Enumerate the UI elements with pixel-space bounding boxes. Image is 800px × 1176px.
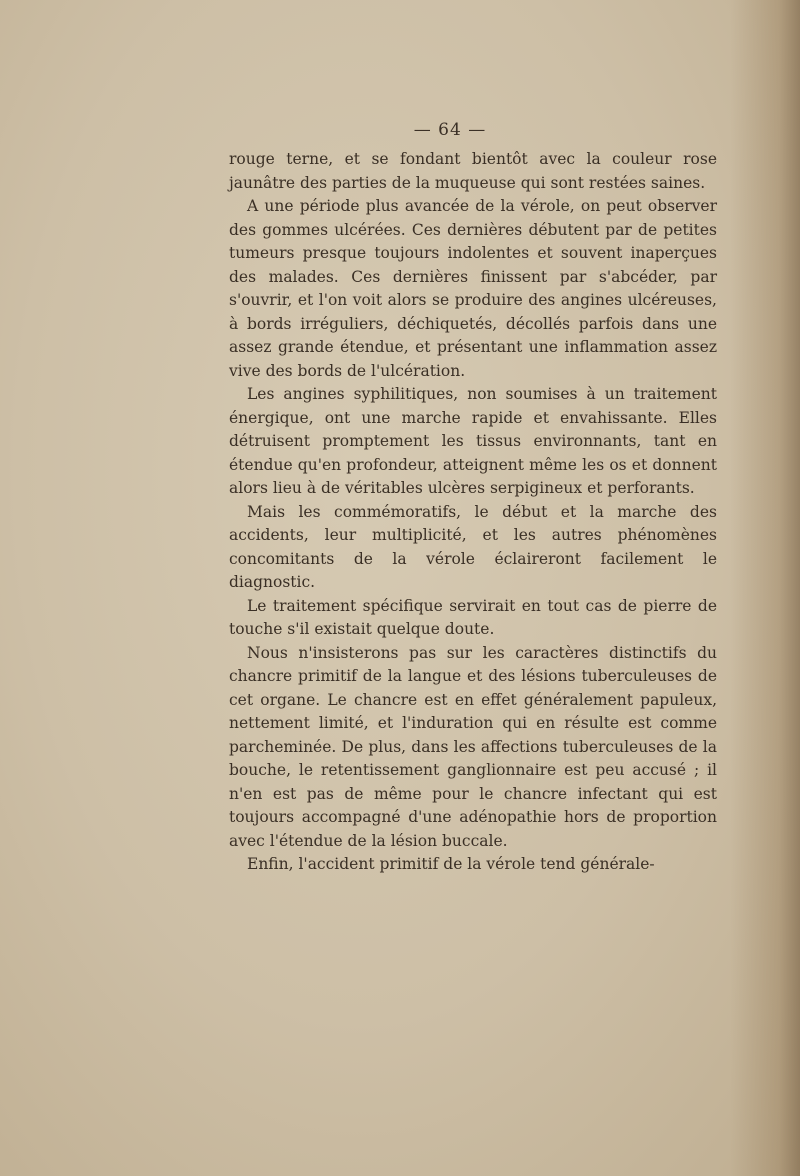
paragraph: A une période plus avancée de la vérole, on peut observer des gommes ulcérées. Ces dernières débutent par de petites tumeurs presque toujours indolentes et souvent inaperçues des malades. Ces dernières finissent par s'abcéder, par s'ouvrir, et l'on voit alors se produire des angines ulcéreuses, à bords irréguliers, déchiquetés, décollés parfois dans une assez grande étendue, et présentant une inflammation assez vive des bords de l'ulcération. [229,197,717,380]
paragraph: rouge terne, et se fondant bientôt avec la couleur rose jaunâtre des parties de la muqueuse qui sont restées saines. [229,150,717,192]
body-text [229,148,717,877]
page-edge-shadow [730,0,800,1176]
paragraph: Le traitement spécifique servirait en tout cas de pierre de touche s'il existait quelque doute. [229,596,717,638]
paragraph: Mais les commémoratifs, le début et la marche des accidents, leur multiplicité, et les autres phénomènes concomitants de la vérole éclaireront facilement le diagnostic. [229,502,717,591]
paragraph: Nous n'insisterons pas sur les caractères distinctifs du chancre primitif de la langue et des lésions tuberculeuses de cet organe. Le chancre est en effet généralement papuleux, nettement limité, et l'induration qui en résulte est comme parcheminée. De plus, dans les affections tuberculeuses de la bouche, le retentissement ganglionnaire est peu accusé ; il n'en est pas de même pour le chancre infectant qui est toujours accompagné d'une adénopathie hors de proportion avec l'étendue de la lésion buccale. [229,643,717,850]
paragraph: Enfin, l'accident primitif de la vérole tend générale- [247,855,655,873]
paragraph: Les angines syphilitiques, non soumises à un traitement énergique, ont une marche rapide et envahissante. Elles détruisent promptement les tissus environnants, tant en étendue qu'en profondeur, atteignent même les os et donnent alors lieu à de véritables ulcères serpigineux et perforants. [229,385,717,497]
page-number: — 64 — [413,120,487,140]
